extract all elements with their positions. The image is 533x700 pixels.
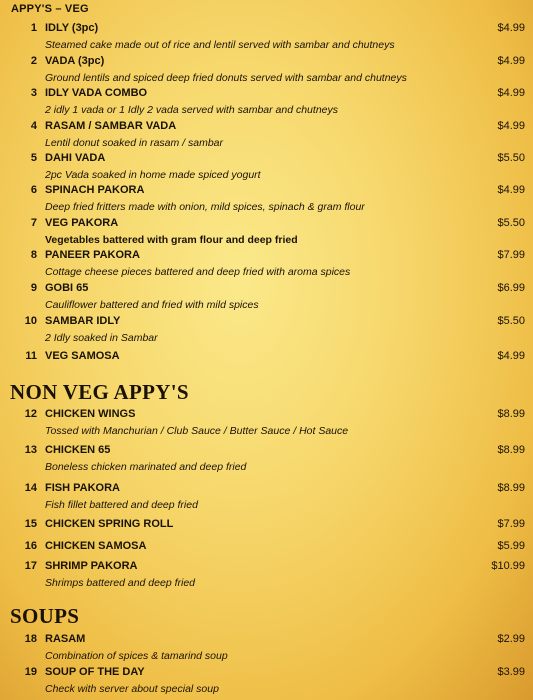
item-description: Combination of spices & tamarind soup xyxy=(45,650,228,662)
item-description: Shrimps battered and deep fried xyxy=(45,577,196,589)
item-number: 8 xyxy=(30,249,37,261)
item-name: DAHI VADA xyxy=(45,152,106,164)
item-name: CHICKEN SAMOSA xyxy=(45,540,147,552)
item-number: 10 xyxy=(24,315,37,327)
item-description: 2 Idly soaked in Sambar xyxy=(45,332,158,344)
item-number: 16 xyxy=(24,540,37,552)
item-price: $5.50 xyxy=(497,217,525,229)
item-name: VEG SAMOSA xyxy=(45,350,120,362)
item-description: Fish fillet battered and deep fried xyxy=(45,499,198,511)
soups-section-title: SOUPS xyxy=(10,604,80,628)
item-number: 18 xyxy=(24,633,37,645)
item-number: 15 xyxy=(24,518,37,530)
item-name: CHICKEN 65 xyxy=(45,444,111,456)
item-price: $6.99 xyxy=(497,282,525,294)
item-price: $3.99 xyxy=(497,666,525,678)
item-name: FISH PAKORA xyxy=(45,482,120,494)
item-description: Boneless chicken marinated and deep fried xyxy=(45,461,247,473)
item-price: $7.99 xyxy=(497,249,525,261)
item-price: $4.99 xyxy=(497,120,525,132)
item-price: $8.99 xyxy=(497,482,525,494)
item-number: 3 xyxy=(30,87,37,99)
item-name: CHICKEN WINGS xyxy=(45,408,136,420)
item-name: VADA (3pc) xyxy=(45,55,105,67)
item-number: 4 xyxy=(30,120,37,132)
item-name: IDLY VADA COMBO xyxy=(45,87,148,99)
item-number: 6 xyxy=(30,184,37,196)
item-name: GOBI 65 xyxy=(45,282,89,294)
item-number: 9 xyxy=(30,282,37,294)
item-description: Tossed with Manchurian / Club Sauce / Butter Sauce / Hot Sauce xyxy=(45,425,349,437)
item-description: Steamed cake made out of rice and lentil served with sambar and chutneys xyxy=(45,39,395,51)
item-price: $4.99 xyxy=(497,350,525,362)
item-name: SOUP OF THE DAY xyxy=(45,666,145,678)
item-price: $10.99 xyxy=(491,560,525,572)
item-name: RASAM / SAMBAR VADA xyxy=(45,120,177,132)
item-name: RASAM xyxy=(45,633,86,645)
item-name: SHRIMP PAKORA xyxy=(45,560,138,572)
item-description: 2 idly 1 vada or 1 Idly 2 vada served with sambar and chutneys xyxy=(45,104,338,116)
item-price: $4.99 xyxy=(497,87,525,99)
item-name: SAMBAR IDLY xyxy=(45,315,121,327)
item-number: 7 xyxy=(30,217,37,229)
item-description: Ground lentils and spiced deep fried donuts served with sambar and chutneys xyxy=(45,72,407,84)
item-price: $5.50 xyxy=(497,152,525,164)
item-number: 5 xyxy=(30,152,37,164)
item-name: PANEER PAKORA xyxy=(45,249,140,261)
item-price: $5.50 xyxy=(497,315,525,327)
item-number: 11 xyxy=(25,350,37,362)
item-number: 19 xyxy=(24,666,37,678)
item-number: 12 xyxy=(24,408,37,420)
item-description: Check with server about special soup xyxy=(45,683,219,695)
item-name: VEG PAKORA xyxy=(45,217,119,229)
item-description: Deep fried fritters made with onion, mild spices, spinach & gram flour xyxy=(45,201,365,213)
item-name: SPINACH PAKORA xyxy=(45,184,145,196)
item-name: IDLY (3pc) xyxy=(45,22,99,34)
item-price: $8.99 xyxy=(497,408,525,420)
item-price: $4.99 xyxy=(497,55,525,67)
item-price: $5.99 xyxy=(497,540,525,552)
item-number: 17 xyxy=(24,560,37,572)
item-price: $8.99 xyxy=(497,444,525,456)
item-price: $4.99 xyxy=(497,22,525,34)
item-description: Cauliflower battered and fried with mild spices xyxy=(45,299,259,311)
item-description: 2pc Vada soaked in home made spiced yogurt xyxy=(45,169,261,181)
item-number: 13 xyxy=(24,444,37,456)
item-description: Cottage cheese pieces battered and deep fried with aroma spices xyxy=(45,266,351,278)
item-price: $7.99 xyxy=(497,518,525,530)
nonveg-section-title: NON VEG APPY'S xyxy=(10,380,189,404)
item-description: Lentil donut soaked in rasam / sambar xyxy=(45,137,224,149)
item-price: $4.99 xyxy=(497,184,525,196)
item-number: 14 xyxy=(24,482,37,494)
veg-section-title: APPY'S – VEG xyxy=(11,3,89,15)
item-number: 2 xyxy=(30,55,37,67)
item-name: CHICKEN SPRING ROLL xyxy=(45,518,174,530)
item-description: Vegetables battered with gram flour and deep fried xyxy=(45,234,298,246)
item-number: 1 xyxy=(30,22,37,34)
item-price: $2.99 xyxy=(497,633,525,645)
